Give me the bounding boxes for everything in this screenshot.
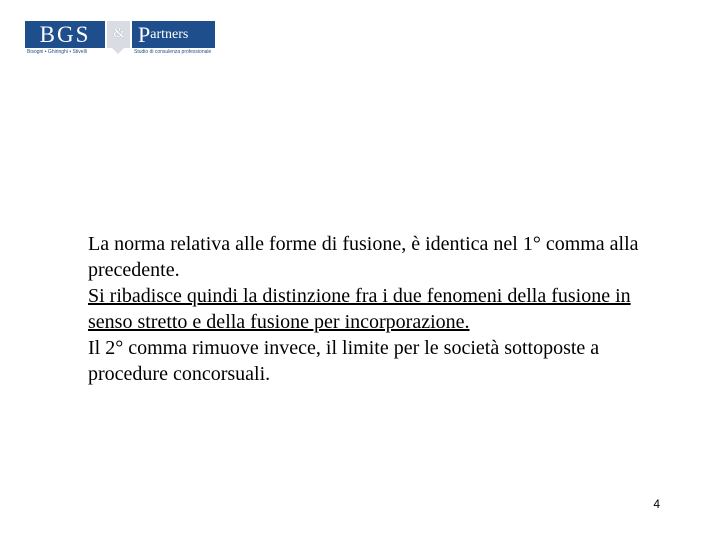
logo-letters: BGS <box>39 21 91 47</box>
paragraph-1: La norma relativa alle forme di fusione, è identica nel 1° comma alla precedente. <box>88 233 639 281</box>
logo-ampersand: & <box>113 25 125 41</box>
logo-partners-block <box>132 21 215 48</box>
logo-partners-initial: P <box>138 21 151 47</box>
logo-diamond-shape <box>112 48 124 54</box>
paragraph-2: Si ribadisce quindi la distinzione fra i due fenomeni della fusione in senso stretto e della fusione per incorporazione. <box>88 285 631 333</box>
logo-tagline-studio: Studio di consulenza professionale <box>134 49 212 55</box>
logo-tagline-names: Bisogni • Ghiringhi • Stivelli <box>27 49 87 55</box>
page-number: 4 <box>653 497 660 511</box>
slide-body <box>88 231 668 387</box>
paragraph-3: Il 2° comma rimuove invece, il limite per le società sottoposte a procedure concorsuali. <box>88 337 600 385</box>
company-logo <box>25 21 215 57</box>
logo-bgs-block <box>25 21 105 48</box>
logo-partners-rest: artners <box>150 26 189 42</box>
